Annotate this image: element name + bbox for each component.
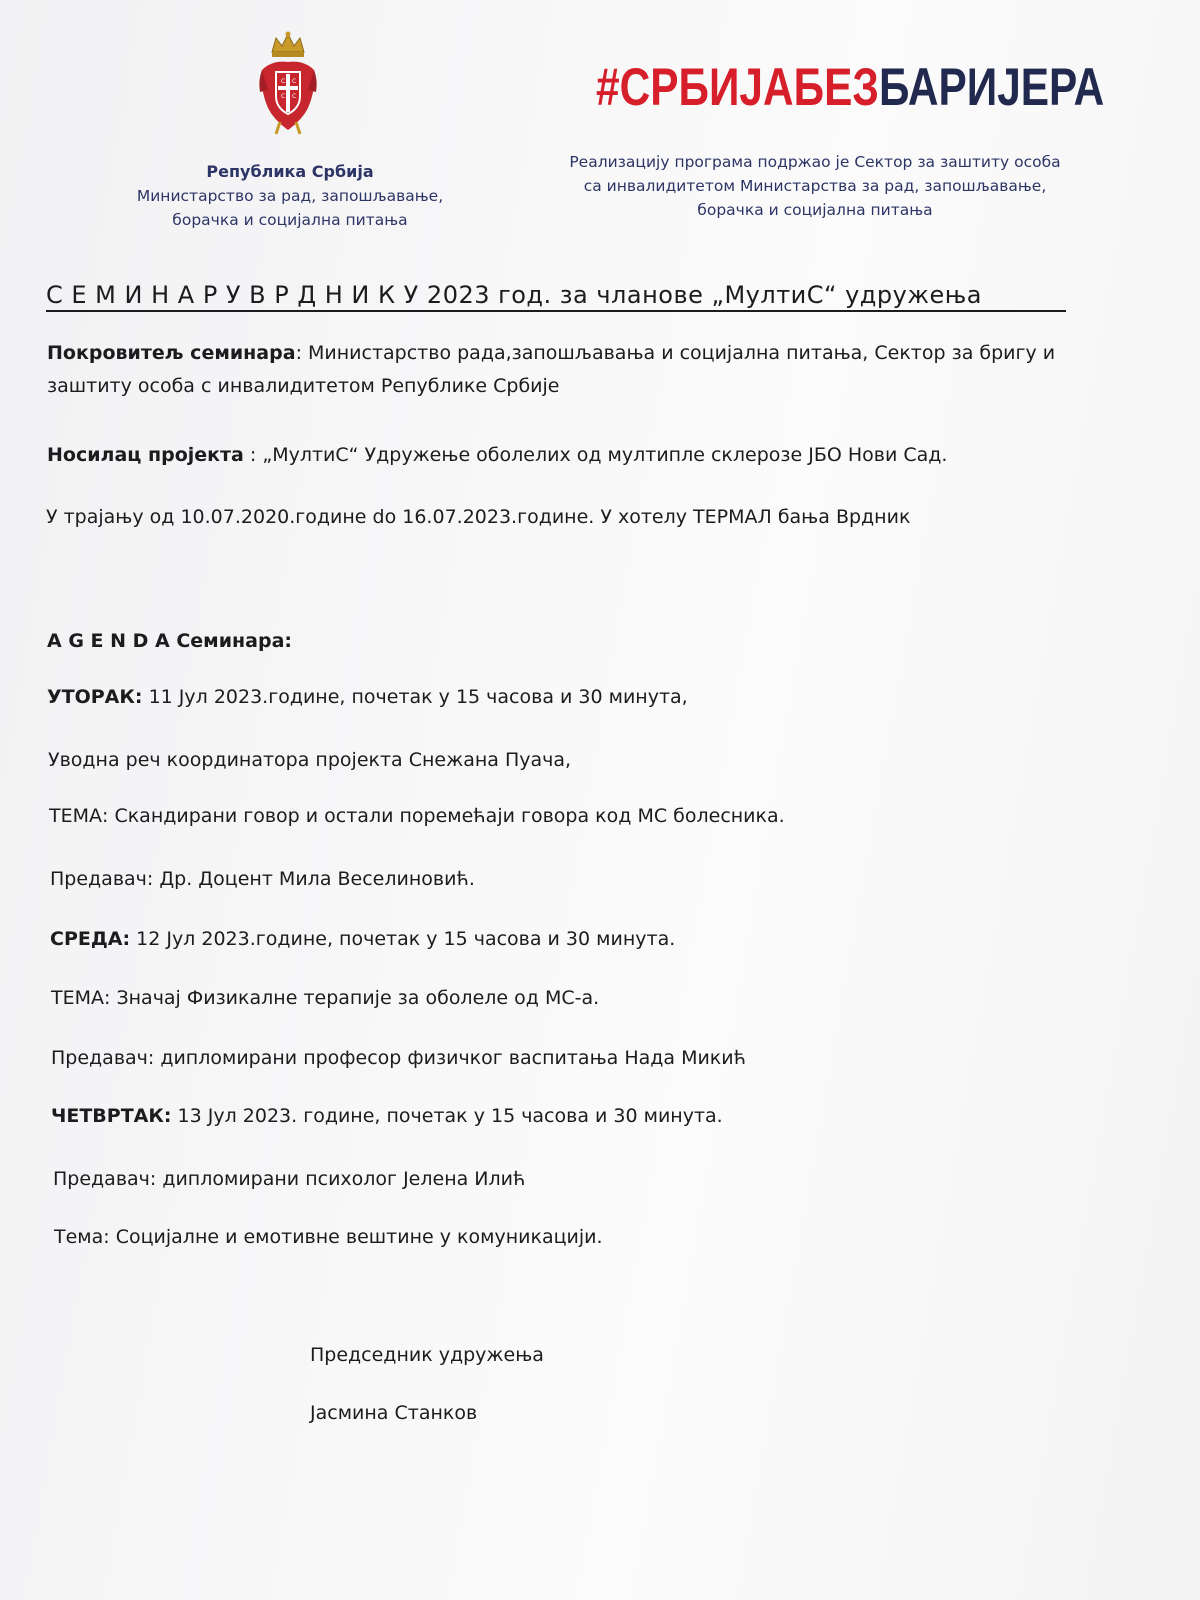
tuesday-date-line [47,686,688,708]
wednesday-speaker: Предавач: дипломирани професор физичког васпитања Нада Микић [51,1047,747,1069]
agenda-heading [47,630,292,652]
support-line-1: Реализацију програма подржао је Сектор за заштиту особа [569,153,1061,171]
signature-role: Председник удружења [310,1344,544,1366]
holder-text: : „МултиС“ Удружење оболелих од мултипле склерозе ЈБО Нови Сад. [243,444,948,466]
serbia-coat-of-arms-icon [258,30,318,138]
svg-text:С: С [281,78,286,85]
thursday-topic: Тема: Социјалне и емотивне вештине у комуникацији. [54,1226,603,1248]
sponsor-text: : Министарство рада,запошљавања и социјална питања, Сектор за бригу и заштиту особа с инвалидитетом Републике Србије [47,342,1056,397]
wednesday-date: 12 Јул 2023.године, почетак у 15 часова и 30 минута. [130,928,676,950]
holder-line [47,444,947,466]
duration-line: У трајању од 10.07.2020.године do 16.07.2023.године. У хотелу ТЕРМАЛ бања Врдник [46,506,911,528]
ministry-line-2: борачка и социјална питања [172,211,408,229]
wednesday-date-line [50,928,675,950]
svg-text:С: С [281,93,286,100]
campaign-part-3: БАРИЈЕРА [878,58,1105,117]
svg-text:С: С [292,93,297,100]
tuesday-date: 11 Јул 2023.године, почетак у 15 часова и 30 минута, [142,686,688,708]
thursday-day: ЧЕТВРТАК: [51,1105,172,1127]
tuesday-intro: Уводна реч координатора пројекта Снежана Пуача, [48,749,572,771]
thursday-date: 13 Јул 2023. године, почетак у 15 часова и 30 минута. [171,1105,723,1127]
sponsor-paragraph [47,337,1127,403]
agenda-suffix: Семинара: [169,630,292,652]
agenda-label: A G E N D A [47,630,170,652]
tuesday-day: УТОРАК: [47,686,143,708]
wednesday-topic: ТЕМА: Значај Физикалне терапије за оболеле од МС-а. [51,987,600,1009]
thursday-speaker: Предавач: дипломирани психолог Јелена Илић [53,1168,526,1190]
support-statement [555,150,1075,222]
svg-text:С: С [292,78,297,85]
campaign-logo [596,58,1105,118]
ministry-line-1: Министарство за рад, запошљавање, [136,187,444,205]
tuesday-topic: ТЕМА: Скандирани говор и остали поремећаји говора код МС болесника. [49,805,785,827]
thursday-date-line [51,1105,723,1127]
document-title: С Е М И Н А Р У В Р Д Н И К У 2023 год. за чланове „МултиС“ удружења [46,281,1066,312]
support-line-2: са инвалидитетом Министарства за рад, запошљавање, [583,177,1047,195]
holder-label: Носилац пројекта [47,444,244,466]
sponsor-label: Покровитељ семинара [47,342,296,364]
support-line-3: борачка и социјална питања [697,201,933,219]
tuesday-speaker: Предавач: Др. Доцент Мила Веселиновић. [50,868,475,890]
republic-title: Република Србија [206,162,374,181]
campaign-part-2: БЕЗ [793,58,879,117]
ministry-block [110,160,470,232]
campaign-part-1: #СРБИЈА [596,58,794,117]
signature-name: Јасмина Станков [310,1402,478,1424]
wednesday-day: СРЕДА: [50,928,131,950]
